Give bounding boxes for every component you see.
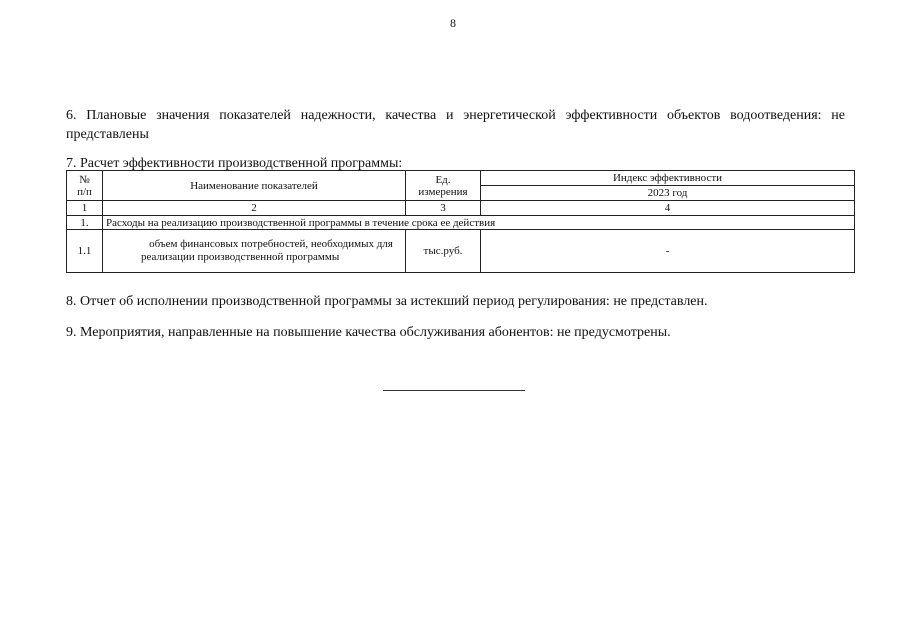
section-6-text: 6. Плановые значения показателей надежности, качества и энергетической эффективности объектов водоотведения: не представлены [66,108,845,142]
header-year: 2023 год [481,186,855,201]
header-index: Индекс эффективности [481,171,855,186]
table-header-row [67,171,855,186]
header-unit-line1: Ед. [435,173,451,186]
header-num-line2: п/п [77,185,92,198]
column-number-1: 1 [67,201,103,216]
header-num [67,171,103,201]
end-divider [383,390,525,391]
row-num: 1.1 [67,230,103,273]
header-name: Наименование показателей [103,171,406,201]
row-unit: тыс.руб. [406,230,481,273]
section-9-text: 9. Мероприятия, направленные на повышение качества обслуживания абонентов: не предусмотрены. [66,325,671,340]
page-number: 8 [450,16,456,30]
section-row-label: Расходы на реализацию производственной программы в течение срока ее действия [103,216,855,230]
efficiency-table [66,170,855,273]
row-value: - [481,230,855,273]
section-8-text: 8. Отчет об исполнении производственной программы за истекший период регулирования: не представлен. [66,294,708,309]
table-section-row [67,216,855,230]
header-unit [406,171,481,201]
header-unit-line2: измерения [418,185,468,198]
section-7-heading: 7. Расчет эффективности производственной программы: [66,156,403,171]
row-name: объем финансовых потребностей, необходимых для реализации производственной программы [103,230,406,273]
section-row-num: 1. [67,216,103,230]
column-number-4: 4 [481,201,855,216]
header-num-line1: № [79,173,90,186]
column-number-2: 2 [103,201,406,216]
column-number-3: 3 [406,201,481,216]
table-row [67,230,855,273]
column-numbers-row [67,201,855,216]
